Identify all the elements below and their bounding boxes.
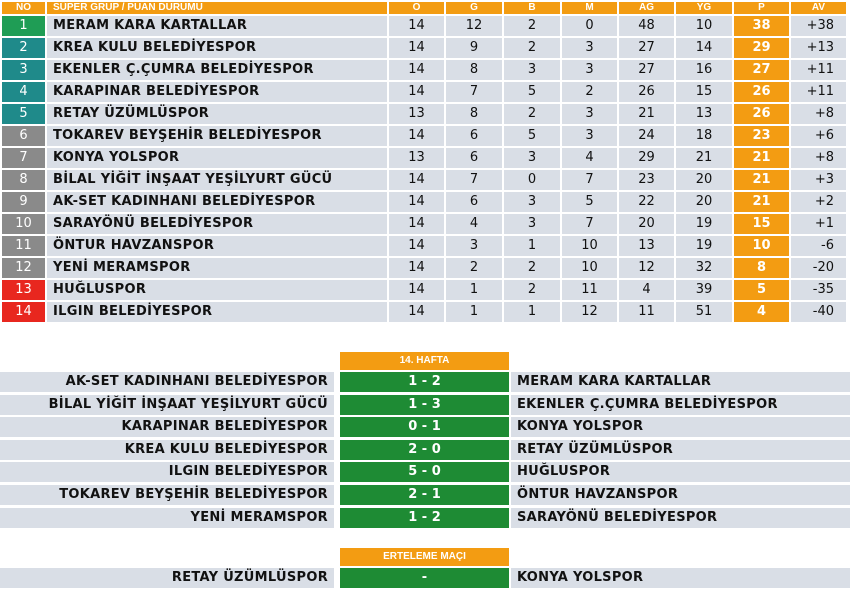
- away-team: MERAM KARA KARTALLAR: [511, 372, 850, 392]
- away-team: EKENLER Ç.ÇUMRA BELEDİYESPOR: [511, 395, 850, 415]
- goal-diff-cell: -40: [791, 302, 846, 322]
- match-score: 1 - 2: [340, 372, 509, 392]
- rank-cell: 6: [2, 126, 45, 146]
- won-cell: 6: [446, 192, 502, 212]
- lost-cell: 12: [562, 302, 617, 322]
- goals-against-cell: 39: [676, 280, 732, 300]
- won-cell: 12: [446, 16, 502, 36]
- goal-diff-cell: +8: [791, 148, 846, 168]
- match-score: 1 - 2: [340, 508, 509, 528]
- rank-cell: 5: [2, 104, 45, 124]
- table-row: [2, 236, 846, 256]
- header-goal-diff: AV: [791, 2, 846, 14]
- match-row: [0, 417, 850, 437]
- match-row: [0, 508, 850, 528]
- played-cell: 14: [389, 16, 444, 36]
- team-name: ILGIN BELEDİYESPOR: [47, 302, 387, 322]
- drawn-cell: 2: [504, 280, 560, 300]
- match-score: 2 - 1: [340, 485, 509, 505]
- team-name: SARAYÖNÜ BELEDİYESPOR: [47, 214, 387, 234]
- table-row: [2, 38, 846, 58]
- goals-against-cell: 15: [676, 82, 732, 102]
- goals-for-cell: 23: [619, 170, 674, 190]
- goals-for-cell: 22: [619, 192, 674, 212]
- team-name: EKENLER Ç.ÇUMRA BELEDİYESPOR: [47, 60, 387, 80]
- table-row: [2, 104, 846, 124]
- goals-for-cell: 29: [619, 148, 674, 168]
- goal-diff-cell: -6: [791, 236, 846, 256]
- won-cell: 2: [446, 258, 502, 278]
- goals-for-cell: 24: [619, 126, 674, 146]
- away-team: SARAYÖNÜ BELEDİYESPOR: [511, 508, 850, 528]
- away-team: HUĞLUSPOR: [511, 462, 850, 482]
- goals-against-cell: 14: [676, 38, 732, 58]
- home-team: RETAY ÜZÜMLÜSPOR: [0, 568, 334, 588]
- match-score: 0 - 1: [340, 417, 509, 437]
- goals-against-cell: 16: [676, 60, 732, 80]
- drawn-cell: 5: [504, 126, 560, 146]
- goals-against-cell: 13: [676, 104, 732, 124]
- goal-diff-cell: -35: [791, 280, 846, 300]
- won-cell: 1: [446, 302, 502, 322]
- won-cell: 8: [446, 104, 502, 124]
- points-cell: 26: [734, 104, 789, 124]
- goals-against-cell: 18: [676, 126, 732, 146]
- team-name: HUĞLUSPOR: [47, 280, 387, 300]
- drawn-cell: 2: [504, 38, 560, 58]
- away-team: RETAY ÜZÜMLÜSPOR: [511, 440, 850, 460]
- won-cell: 7: [446, 170, 502, 190]
- header-points: P: [734, 2, 789, 14]
- goal-diff-cell: +38: [791, 16, 846, 36]
- away-team: KONYA YOLSPOR: [511, 417, 850, 437]
- played-cell: 13: [389, 104, 444, 124]
- goals-for-cell: 21: [619, 104, 674, 124]
- played-cell: 14: [389, 214, 444, 234]
- team-name: RETAY ÜZÜMLÜSPOR: [47, 104, 387, 124]
- match-row: [0, 440, 850, 460]
- team-name: KREA KULU BELEDİYESPOR: [47, 38, 387, 58]
- drawn-cell: 2: [504, 258, 560, 278]
- won-cell: 4: [446, 214, 502, 234]
- won-cell: 9: [446, 38, 502, 58]
- goal-diff-cell: +13: [791, 38, 846, 58]
- won-cell: 7: [446, 82, 502, 102]
- lost-cell: 7: [562, 170, 617, 190]
- points-cell: 23: [734, 126, 789, 146]
- lost-cell: 10: [562, 236, 617, 256]
- rank-cell: 3: [2, 60, 45, 80]
- postponed-title: ERTELEME MAÇI: [340, 548, 509, 566]
- drawn-cell: 3: [504, 214, 560, 234]
- goals-against-cell: 10: [676, 16, 732, 36]
- home-team: ILGIN BELEDİYESPOR: [0, 462, 334, 482]
- goals-for-cell: 26: [619, 82, 674, 102]
- won-cell: 6: [446, 126, 502, 146]
- goals-against-cell: 32: [676, 258, 732, 278]
- points-cell: 38: [734, 16, 789, 36]
- won-cell: 6: [446, 148, 502, 168]
- lost-cell: 3: [562, 38, 617, 58]
- goals-for-cell: 48: [619, 16, 674, 36]
- header-played: O: [389, 2, 444, 14]
- goal-diff-cell: -20: [791, 258, 846, 278]
- drawn-cell: 2: [504, 104, 560, 124]
- header-goals-for: AG: [619, 2, 674, 14]
- rank-cell: 8: [2, 170, 45, 190]
- lost-cell: 0: [562, 16, 617, 36]
- team-name: KARAPINAR BELEDİYESPOR: [47, 82, 387, 102]
- team-name: YENİ MERAMSPOR: [47, 258, 387, 278]
- match-score: 5 - 0: [340, 462, 509, 482]
- match-score: 2 - 0: [340, 440, 509, 460]
- header-title: SÜPER GRUP / PUAN DURUMU: [47, 2, 387, 14]
- rank-cell: 10: [2, 214, 45, 234]
- rank-cell: 1: [2, 16, 45, 36]
- table-row: [2, 258, 846, 278]
- lost-cell: 11: [562, 280, 617, 300]
- points-cell: 27: [734, 60, 789, 80]
- lost-cell: 4: [562, 148, 617, 168]
- goals-against-cell: 19: [676, 236, 732, 256]
- rank-cell: 13: [2, 280, 45, 300]
- lost-cell: 3: [562, 60, 617, 80]
- goals-for-cell: 11: [619, 302, 674, 322]
- goals-against-cell: 51: [676, 302, 732, 322]
- goal-diff-cell: +11: [791, 82, 846, 102]
- played-cell: 14: [389, 60, 444, 80]
- points-cell: 21: [734, 170, 789, 190]
- lost-cell: 3: [562, 126, 617, 146]
- goal-diff-cell: +6: [791, 126, 846, 146]
- played-cell: 14: [389, 126, 444, 146]
- played-cell: 14: [389, 38, 444, 58]
- goals-against-cell: 20: [676, 192, 732, 212]
- drawn-cell: 3: [504, 192, 560, 212]
- lost-cell: 5: [562, 192, 617, 212]
- match-row: [0, 485, 850, 505]
- header-drawn: B: [504, 2, 560, 14]
- home-team: KARAPINAR BELEDİYESPOR: [0, 417, 334, 437]
- rank-cell: 2: [2, 38, 45, 58]
- goals-against-cell: 19: [676, 214, 732, 234]
- match-score: -: [340, 568, 509, 588]
- won-cell: 3: [446, 236, 502, 256]
- points-cell: 29: [734, 38, 789, 58]
- drawn-cell: 2: [504, 16, 560, 36]
- won-cell: 8: [446, 60, 502, 80]
- goals-for-cell: 4: [619, 280, 674, 300]
- points-cell: 8: [734, 258, 789, 278]
- lost-cell: 7: [562, 214, 617, 234]
- drawn-cell: 0: [504, 170, 560, 190]
- rank-cell: 12: [2, 258, 45, 278]
- played-cell: 14: [389, 258, 444, 278]
- points-cell: 4: [734, 302, 789, 322]
- home-team: AK-SET KADINHANI BELEDİYESPOR: [0, 372, 334, 392]
- table-row: [2, 126, 846, 146]
- away-team: ÖNTUR HAVZANSPOR: [511, 485, 850, 505]
- header-lost: M: [562, 2, 617, 14]
- match-row: [0, 395, 850, 415]
- goals-for-cell: 12: [619, 258, 674, 278]
- team-name: TOKAREV BEYŞEHİR BELEDİYESPOR: [47, 126, 387, 146]
- played-cell: 14: [389, 302, 444, 322]
- table-row: [2, 280, 846, 300]
- table-row: [2, 214, 846, 234]
- played-cell: 14: [389, 236, 444, 256]
- lost-cell: 2: [562, 82, 617, 102]
- table-row: [2, 148, 846, 168]
- drawn-cell: 1: [504, 302, 560, 322]
- table-row: [2, 82, 846, 102]
- header-goals-against: YG: [676, 2, 732, 14]
- rank-cell: 11: [2, 236, 45, 256]
- table-row: [2, 170, 846, 190]
- goals-for-cell: 27: [619, 60, 674, 80]
- played-cell: 14: [389, 170, 444, 190]
- home-team: BİLAL YİĞİT İNŞAAT YEŞİLYURT GÜCÜ: [0, 395, 334, 415]
- team-name: MERAM KARA KARTALLAR: [47, 16, 387, 36]
- team-name: AK-SET KADINHANI BELEDİYESPOR: [47, 192, 387, 212]
- team-name: BİLAL YİĞİT İNŞAAT YEŞİLYURT GÜCÜ: [47, 170, 387, 190]
- match-row: [0, 372, 850, 392]
- rank-cell: 14: [2, 302, 45, 322]
- rank-cell: 9: [2, 192, 45, 212]
- played-cell: 14: [389, 280, 444, 300]
- goal-diff-cell: +3: [791, 170, 846, 190]
- match-row: [0, 568, 850, 588]
- points-cell: 10: [734, 236, 789, 256]
- away-team: KONYA YOLSPOR: [511, 568, 850, 588]
- played-cell: 14: [389, 82, 444, 102]
- header-no: NO: [2, 2, 45, 14]
- goal-diff-cell: +2: [791, 192, 846, 212]
- header-won: G: [446, 2, 502, 14]
- standings-body: [2, 16, 846, 322]
- won-cell: 1: [446, 280, 502, 300]
- home-team: YENİ MERAMSPOR: [0, 508, 334, 528]
- goal-diff-cell: +11: [791, 60, 846, 80]
- drawn-cell: 1: [504, 236, 560, 256]
- points-cell: 5: [734, 280, 789, 300]
- match-score: 1 - 3: [340, 395, 509, 415]
- played-cell: 14: [389, 192, 444, 212]
- points-cell: 15: [734, 214, 789, 234]
- table-row: [2, 60, 846, 80]
- rank-cell: 4: [2, 82, 45, 102]
- points-cell: 21: [734, 148, 789, 168]
- points-cell: 21: [734, 192, 789, 212]
- home-team: KREA KULU BELEDİYESPOR: [0, 440, 334, 460]
- goals-for-cell: 13: [619, 236, 674, 256]
- home-team: TOKAREV BEYŞEHİR BELEDİYESPOR: [0, 485, 334, 505]
- team-name: ÖNTUR HAVZANSPOR: [47, 236, 387, 256]
- played-cell: 13: [389, 148, 444, 168]
- drawn-cell: 5: [504, 82, 560, 102]
- match-row: [0, 462, 850, 482]
- goals-for-cell: 20: [619, 214, 674, 234]
- table-row: [2, 16, 846, 36]
- standings-header-row: [2, 2, 846, 14]
- team-name: KONYA YOLSPOR: [47, 148, 387, 168]
- drawn-cell: 3: [504, 60, 560, 80]
- table-row: [2, 192, 846, 212]
- week-title: 14. HAFTA: [340, 352, 509, 370]
- table-row: [2, 302, 846, 322]
- points-cell: 26: [734, 82, 789, 102]
- lost-cell: 10: [562, 258, 617, 278]
- goals-against-cell: 20: [676, 170, 732, 190]
- goals-against-cell: 21: [676, 148, 732, 168]
- goals-for-cell: 27: [619, 38, 674, 58]
- goal-diff-cell: +8: [791, 104, 846, 124]
- lost-cell: 3: [562, 104, 617, 124]
- rank-cell: 7: [2, 148, 45, 168]
- goal-diff-cell: +1: [791, 214, 846, 234]
- drawn-cell: 3: [504, 148, 560, 168]
